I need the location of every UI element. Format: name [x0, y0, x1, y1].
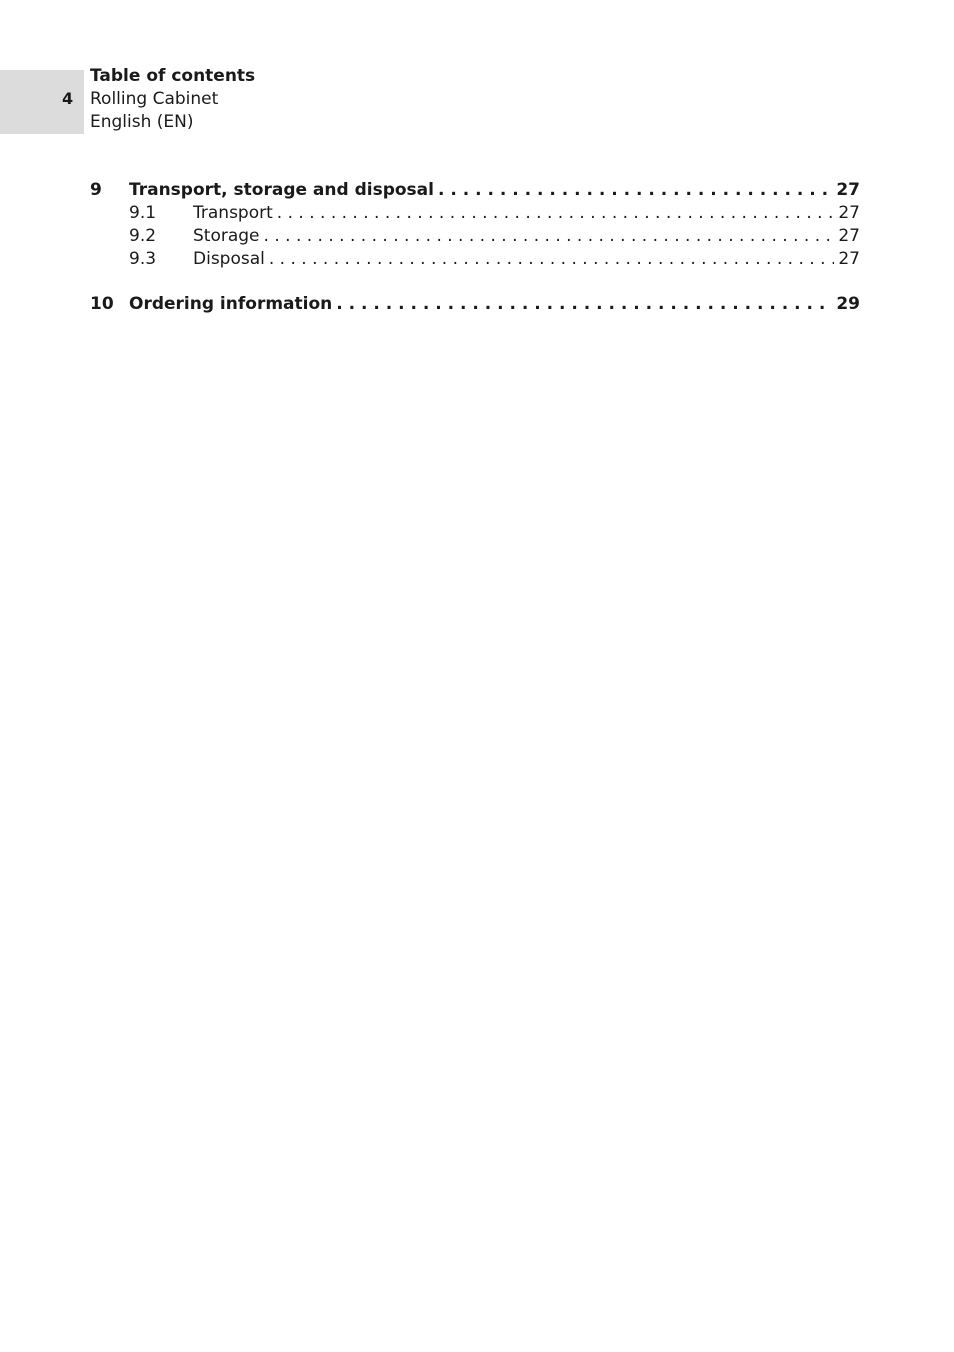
- toc-entry-title: Ordering information: [129, 294, 333, 314]
- header-language: English (EN): [90, 112, 194, 132]
- toc-entry-page: 27: [838, 203, 860, 223]
- toc-entry-title: Storage: [193, 226, 260, 246]
- toc-entry-page: 27: [836, 180, 860, 200]
- toc-entry-title: Transport, storage and disposal: [129, 180, 434, 200]
- toc-entry-section-9-3[interactable]: [90, 248, 860, 271]
- toc-entry-number: 9: [90, 180, 102, 200]
- toc-entry-section-9-2[interactable]: [90, 225, 860, 248]
- toc-entry-page: 27: [838, 226, 860, 246]
- toc-dot-leader: [269, 248, 834, 271]
- page-number: 4: [62, 89, 74, 108]
- toc-dot-leader: [277, 202, 835, 225]
- toc-entry-chapter-9[interactable]: [90, 179, 860, 202]
- toc-entry-section-9-1[interactable]: [90, 202, 860, 225]
- toc-entry-page: 27: [838, 249, 860, 269]
- header-section-title: Table of contents: [90, 66, 256, 86]
- toc-entry-title: Disposal: [193, 249, 265, 269]
- toc-entry-number: 9.1: [129, 203, 157, 223]
- header-product-name: Rolling Cabinet: [90, 89, 219, 109]
- toc-entry-page: 29: [836, 294, 860, 314]
- toc-entry-number: 9.3: [129, 249, 157, 269]
- toc-entry-number: 10: [90, 294, 114, 314]
- toc-dot-leader: [438, 179, 832, 202]
- table-of-contents: [90, 179, 860, 316]
- toc-entry-title: Transport: [193, 203, 273, 223]
- running-header: [90, 65, 255, 134]
- toc-entry-number: 9.2: [129, 226, 157, 246]
- toc-dot-leader: [264, 225, 835, 248]
- toc-entry-chapter-10[interactable]: [90, 293, 860, 316]
- toc-dot-leader: [336, 293, 832, 316]
